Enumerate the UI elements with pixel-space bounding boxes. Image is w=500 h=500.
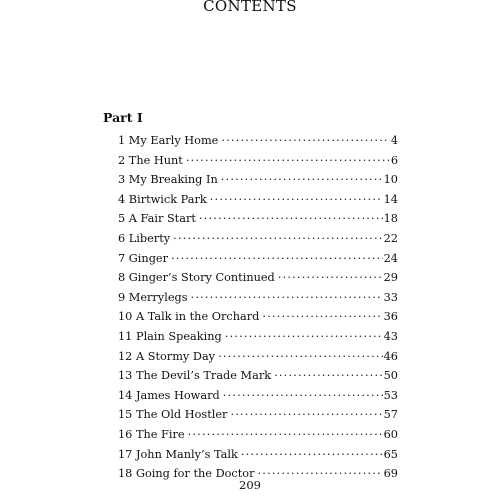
toc-entry-page: 14 xyxy=(383,192,398,206)
toc-entry-page: 46 xyxy=(383,349,398,363)
dot-leader xyxy=(199,208,383,222)
dot-leader xyxy=(188,424,383,438)
dot-leader xyxy=(221,169,383,183)
toc-entry-page: 10 xyxy=(383,173,398,187)
dot-leader xyxy=(241,444,383,458)
toc-entry-title: 6 Liberty xyxy=(118,231,171,245)
toc-entry[interactable] xyxy=(118,169,398,189)
toc-entry-page: 4 xyxy=(390,134,398,147)
toc-entry[interactable] xyxy=(118,306,398,326)
toc-entry-page: 69 xyxy=(383,467,398,481)
toc-entry-page: 43 xyxy=(383,329,398,343)
toc-entry-page: 53 xyxy=(383,388,398,402)
dot-leader xyxy=(258,463,383,477)
toc-entry[interactable] xyxy=(118,287,398,307)
dot-leader xyxy=(262,306,382,320)
toc-entry-page: 50 xyxy=(383,369,398,383)
toc-entry[interactable] xyxy=(118,228,398,248)
toc-entry-page: 60 xyxy=(383,427,398,441)
toc-entry[interactable] xyxy=(118,326,398,346)
toc-entry-title: 3 My Breaking In xyxy=(118,173,218,187)
dot-leader xyxy=(278,267,383,281)
toc-entry-page: 18 xyxy=(383,212,398,226)
toc-entry-title: 14 James Howard xyxy=(118,388,220,402)
toc-entry-page: 33 xyxy=(383,290,398,304)
toc-entry[interactable] xyxy=(118,424,398,444)
toc-entry[interactable] xyxy=(118,189,398,209)
toc-entry-page: 24 xyxy=(383,251,398,265)
toc-entry-title: 1 My Early Home xyxy=(118,134,219,147)
toc-entry[interactable] xyxy=(118,267,398,287)
toc-entry-title: 12 A Stormy Day xyxy=(118,349,216,363)
toc-entry-title: 4 Birtwick Park xyxy=(118,192,207,206)
toc-entry[interactable] xyxy=(118,130,398,150)
toc-entry-title: 18 Going for the Doctor xyxy=(118,467,255,481)
page-heading: CONTENTS xyxy=(203,0,297,15)
toc-entry-title: 16 The Fire xyxy=(118,427,185,441)
dot-leader xyxy=(274,365,383,379)
toc-entry-title: 17 John Manly’s Talk xyxy=(118,447,238,461)
toc-entry-page: 65 xyxy=(383,447,398,461)
toc-entry[interactable] xyxy=(118,208,398,228)
toc-entry-title: 2 The Hunt xyxy=(118,153,183,167)
part-label: Part I xyxy=(103,110,143,125)
dot-leader xyxy=(186,150,390,164)
toc-entry[interactable] xyxy=(118,404,398,424)
toc-entry[interactable] xyxy=(118,365,398,385)
dot-leader xyxy=(171,248,383,262)
page-number: 209 xyxy=(239,478,261,492)
toc-entry[interactable] xyxy=(118,444,398,464)
toc-entry-page: 36 xyxy=(383,310,398,324)
dot-leader xyxy=(191,287,383,301)
toc-entry-page: 29 xyxy=(383,271,398,285)
toc-entry-page: 6 xyxy=(390,153,398,167)
toc-entry-title: 13 The Devil’s Trade Mark xyxy=(118,369,272,383)
dot-leader xyxy=(230,404,382,418)
dot-leader xyxy=(223,385,383,399)
dot-leader xyxy=(210,189,383,203)
toc-entry-title: 5 A Fair Start xyxy=(118,212,196,226)
toc-entry-page: 22 xyxy=(383,231,398,245)
toc-entry[interactable] xyxy=(118,248,398,268)
toc-entry-title: 7 Ginger xyxy=(118,251,169,265)
toc-entry-title: 9 Merrylegs xyxy=(118,290,188,304)
dot-leader xyxy=(173,228,382,242)
dot-leader xyxy=(225,326,383,340)
toc-entry-page: 57 xyxy=(383,408,398,422)
dot-leader xyxy=(218,346,383,360)
dot-leader xyxy=(221,130,389,144)
toc-entry[interactable] xyxy=(118,385,398,405)
toc-entry-title: 8 Ginger’s Story Continued xyxy=(118,271,275,285)
toc-entry[interactable] xyxy=(118,346,398,366)
table-of-contents xyxy=(118,130,398,483)
toc-entry-title: 10 A Talk in the Orchard xyxy=(118,310,260,324)
toc-entry[interactable] xyxy=(118,150,398,170)
toc-entry-title: 15 The Old Hostler xyxy=(118,408,228,422)
toc-entry-title: 11 Plain Speaking xyxy=(118,329,222,343)
